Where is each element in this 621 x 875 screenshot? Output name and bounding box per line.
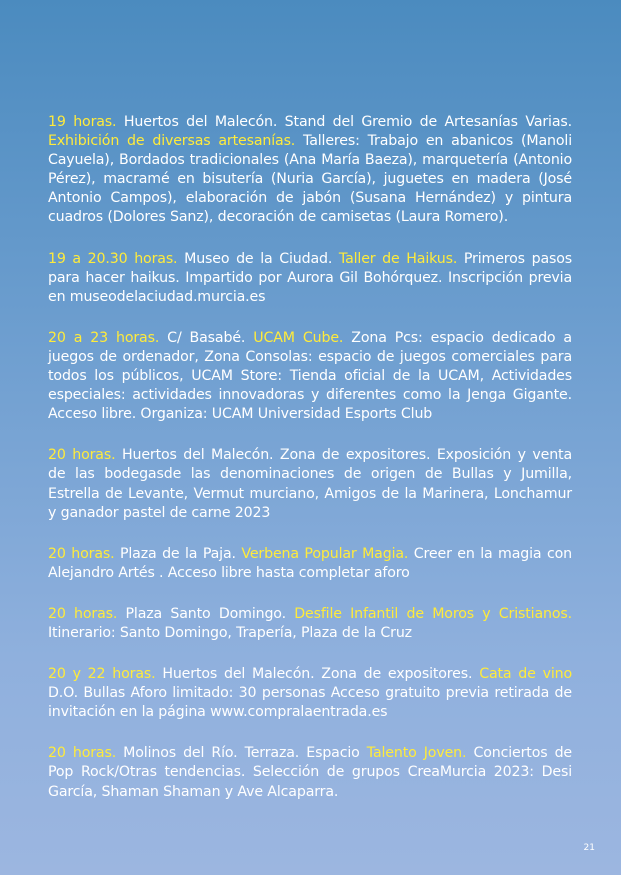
event-title: Exhibición de diversas artesanías. [48, 133, 296, 150]
event-time: 19 a 20.30 horas. [48, 250, 178, 267]
event-time: 20 horas. [48, 605, 118, 622]
event-place: Huertos del Malecón. Stand del Gremio de Artesanías Varias. [116, 114, 572, 130]
event-entry [48, 113, 572, 228]
event-description: Talleres: Trabajo en abanicos (Manoli Cayuela), Bordados tradicionales (Ana María Baeza), marquetería (Antonio Pérez), macramé en bisutería (Nuria García), juguetes en madera (José Antonio Campos), elaboración de jabón (Susana Hernández) y pintura cuadros (Dolores Sanz), decoración de camisetas (Laura Romero). [48, 133, 572, 226]
event-entry [48, 744, 572, 801]
event-place: Plaza Santo Domingo. [117, 605, 295, 622]
event-time: 20 horas. [48, 545, 115, 562]
event-place: Huertos del Malecón. Zona de expositores. Exposición y venta de las bodegasde las denominaciones de origen de Bullas y Jumilla, Estrella de Levante, Vermut murciano, Amigos de la Marinera, Lonchamur y ganador pastel de carne 2023 [48, 447, 572, 521]
page-number: 21 [583, 843, 595, 853]
event-entry [48, 446, 572, 522]
event-title: Desfile Infantil de Moros y Cristianos. [294, 605, 572, 622]
event-time: 20 a 23 horas. [48, 329, 160, 346]
event-title: Talento Joven. [366, 745, 467, 762]
event-description: Creer en la magia con Alejandro Artés . Acceso libre hasta completar aforo [48, 545, 572, 581]
event-description: Conciertos de Pop Rock/Otras tendencias. Selección de grupos CreaMurcia 2023: Desi García, Shaman Shaman y Ave Alcaparra. [48, 745, 572, 800]
event-description: Primeros pasos para hacer haikus. Impartido por Aurora Gil Bohórquez. Inscripción previa en museodelaciudad.murcia.es [48, 250, 573, 305]
event-time: 20 horas. [48, 447, 116, 464]
event-list [48, 113, 572, 824]
event-place: Huertos del Malecón. Zona de expositores. [155, 666, 480, 683]
event-place: Molinos del Río. Terraza. Espacio [116, 745, 367, 762]
event-entry [48, 329, 572, 424]
event-time: 20 y 22 horas. [48, 666, 156, 683]
event-title: Verbena Popular Magia. [241, 545, 409, 562]
event-title: Cata de vino [479, 666, 572, 683]
event-time: 19 horas. [48, 114, 117, 130]
event-description: D.O. Bullas Aforo limitado: 30 personas Acceso gratuito previa retirada de invitación en la página www.compralaentrada.es [48, 685, 572, 721]
event-place: Museo de la Ciudad. [177, 250, 339, 267]
event-place: Plaza de la Paja. [114, 545, 242, 562]
event-entry [48, 665, 572, 722]
event-title: UCAM Cube. [253, 329, 344, 346]
event-entry [48, 250, 572, 307]
event-description: Zona Pcs: espacio dedicado a juegos de ordenador, Zona Consolas: espacio de juegos comerciales para todos los públicos, UCAM Store: Tienda oficial de la UCAM, Actividades especiales: actividades innovadoras y diferentes como la Jenga Gigante. Acceso libre. Organiza: UCAM Universidad Esports Club [48, 329, 572, 423]
event-time: 20 horas. [48, 745, 117, 762]
event-title: Taller de Haikus. [338, 250, 458, 267]
event-entry [48, 545, 572, 583]
event-place: C/ Basabé. [159, 329, 254, 346]
event-description: Itinerario: Santo Domingo, Trapería, Plaza de la Cruz [48, 624, 412, 641]
event-entry [48, 605, 572, 643]
